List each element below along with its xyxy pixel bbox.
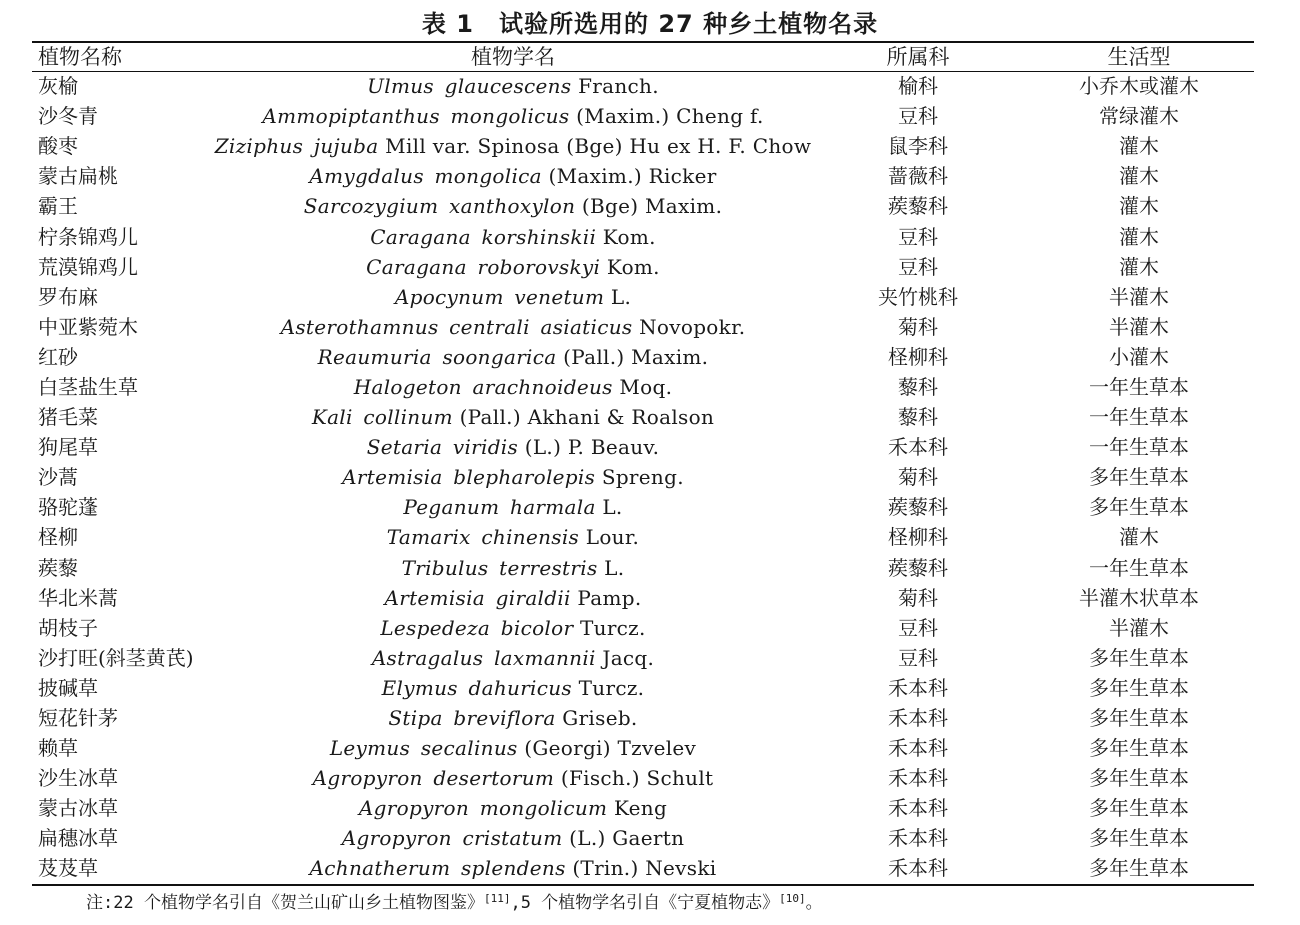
life-form-cell: 灌木	[1119, 194, 1159, 219]
table-row	[32, 221, 1260, 251]
life-form-cell: 半灌木状草本	[1079, 585, 1199, 610]
life-form-cell: 多年生草本	[1089, 495, 1189, 520]
table-row	[32, 643, 1260, 673]
scientific-name-italic: Ziziphus jujuba	[214, 134, 379, 159]
scientific-name-italic: Reaumuria soongarica	[317, 344, 557, 369]
family-cell: 豆科	[898, 615, 938, 640]
table-row	[32, 462, 1260, 492]
scientific-name-authority: Turcz.	[572, 675, 645, 700]
life-form-cell: 多年生草本	[1089, 645, 1189, 670]
scientific-name-italic: Caragana korshinskii	[370, 224, 597, 249]
scientific-name-authority: Franch.	[571, 74, 659, 99]
header-life-form: 生活型	[1107, 45, 1171, 69]
table-note	[86, 886, 823, 916]
table-row	[32, 101, 1260, 131]
scientific-name-authority: Lour.	[579, 525, 640, 550]
note-ref-1: [11]	[483, 892, 511, 905]
plant-name-cell: 蒙古冰草	[38, 796, 118, 821]
family-cell: 菊科	[898, 314, 938, 339]
plant-name-cell: 蒙古扁桃	[38, 164, 118, 189]
plant-name-cell: 披碱草	[38, 675, 98, 700]
family-cell: 蒺藜科	[888, 194, 948, 219]
plant-name-cell: 沙蒿	[38, 465, 78, 490]
plant-name-cell: 荒漠锦鸡儿	[38, 254, 138, 279]
life-form-cell: 多年生草本	[1089, 706, 1189, 731]
scientific-name-italic: Apocynum venetum	[394, 284, 605, 309]
scientific-name-italic: Artemisia giraldii	[384, 585, 571, 610]
table-row	[32, 402, 1260, 432]
table-row	[32, 282, 1260, 312]
scientific-name-italic: Agropyron cristatum	[341, 826, 563, 851]
life-form-cell: 多年生草本	[1089, 826, 1189, 851]
family-cell: 藜科	[898, 374, 938, 399]
table-row	[32, 553, 1260, 583]
plant-name-cell: 沙生冰草	[38, 766, 118, 791]
plant-name-cell: 狗尾草	[38, 435, 98, 460]
table-row	[32, 613, 1260, 643]
family-cell: 蒺藜科	[888, 555, 948, 580]
scientific-name-italic: Leymus secalinus	[329, 736, 518, 761]
plant-name-cell: 红砂	[38, 344, 78, 369]
scientific-name-authority: Jacq.	[595, 645, 655, 670]
plant-name-cell: 骆驼蓬	[38, 495, 98, 520]
family-cell: 柽柳科	[888, 344, 948, 369]
plant-name-cell: 蒺藜	[38, 555, 78, 580]
table-row	[32, 191, 1260, 221]
header-scientific-name: 植物学名	[471, 45, 555, 69]
family-cell: 柽柳科	[888, 525, 948, 550]
scientific-name-authority: (Fisch.) Schult	[554, 766, 714, 791]
life-form-cell: 灌木	[1119, 164, 1159, 189]
table-row	[32, 522, 1260, 552]
life-form-cell: 一年生草本	[1089, 374, 1189, 399]
scientific-name-authority: Mill var. Spinosa (Bge) Hu ex H. F. Chow	[378, 134, 812, 159]
family-cell: 夹竹桃科	[878, 284, 958, 309]
life-form-cell: 一年生草本	[1089, 555, 1189, 580]
table-row	[32, 733, 1260, 763]
plant-name-cell: 霸王	[38, 194, 78, 219]
plant-name-cell: 胡枝子	[38, 615, 98, 640]
family-cell: 蔷薇科	[888, 164, 948, 189]
family-cell: 禾本科	[888, 796, 948, 821]
life-form-cell: 一年生草本	[1089, 435, 1189, 460]
scientific-name-cell	[208, 853, 818, 883]
plant-name-cell: 灰榆	[38, 74, 78, 99]
scientific-name-authority: L.	[597, 555, 625, 580]
plant-name-cell: 扁穗冰草	[38, 826, 118, 851]
table-row	[32, 312, 1260, 342]
life-form-cell: 多年生草本	[1089, 465, 1189, 490]
header-family: 所属科	[886, 45, 950, 69]
scientific-name-cell	[208, 522, 818, 552]
plant-name-cell: 柠条锦鸡儿	[38, 224, 138, 249]
plant-name-cell: 赖草	[38, 736, 78, 761]
family-cell: 豆科	[898, 224, 938, 249]
plant-name-cell: 华北米蒿	[38, 585, 118, 610]
scientific-name-cell	[208, 71, 818, 101]
table-row	[32, 703, 1260, 733]
scientific-name-italic: Artemisia blepharolepis	[342, 465, 596, 490]
table-row	[32, 853, 1260, 883]
life-form-cell: 小乔木或灌木	[1079, 74, 1199, 99]
scientific-name-cell	[208, 733, 818, 763]
table-title: 表 1 试验所选用的 27 种乡土植物名录	[421, 10, 879, 38]
family-cell: 菊科	[898, 465, 938, 490]
family-cell: 榆科	[898, 74, 938, 99]
note-ref-2: [10]	[779, 892, 806, 905]
life-form-cell: 多年生草本	[1089, 766, 1189, 791]
family-cell: 禾本科	[888, 435, 948, 460]
table-row	[32, 131, 1260, 161]
life-form-cell: 一年生草本	[1089, 405, 1189, 430]
scientific-name-cell	[208, 252, 818, 282]
family-cell: 禾本科	[888, 675, 948, 700]
plant-name-cell: 短花针茅	[38, 706, 118, 731]
scientific-name-cell	[208, 432, 818, 462]
scientific-name-italic: Amygdalus mongolica	[309, 164, 542, 189]
table-row	[32, 823, 1260, 853]
plant-name-cell: 中亚紫菀木	[38, 314, 138, 339]
scientific-name-italic: Achnatherum splendens	[309, 856, 566, 881]
header-row	[32, 43, 1260, 71]
scientific-name-authority: (Trin.) Nevski	[565, 856, 717, 881]
scientific-name-italic: Setaria viridis	[366, 435, 519, 460]
note-text-1: 注:22 个植物学名引自《贺兰山矿山乡土植物图鉴》	[86, 893, 484, 913]
table-row	[32, 71, 1260, 101]
scientific-name-italic: Caragana roborovskyi	[366, 254, 601, 279]
life-form-cell: 多年生草本	[1089, 736, 1189, 761]
table-row	[32, 793, 1260, 823]
scientific-name-italic: Ammopiptanthus mongolicus	[262, 104, 570, 129]
plant-name-cell: 沙冬青	[38, 104, 98, 129]
plant-name-cell: 猪毛菜	[38, 405, 98, 430]
family-cell: 禾本科	[888, 706, 948, 731]
plant-name-cell: 柽柳	[38, 525, 78, 550]
life-form-cell: 灌木	[1119, 254, 1159, 279]
plant-name-cell: 芨芨草	[38, 856, 98, 881]
scientific-name-authority: Keng	[607, 796, 668, 821]
life-form-cell: 多年生草本	[1089, 675, 1189, 700]
family-cell: 蒺藜科	[888, 495, 948, 520]
scientific-name-cell	[208, 583, 818, 613]
scientific-name-italic: Ulmus glaucescens	[367, 74, 572, 99]
scientific-name-cell	[208, 613, 818, 643]
family-cell: 豆科	[898, 254, 938, 279]
scientific-name-authority: Spreng.	[595, 465, 684, 490]
life-form-cell: 半灌木	[1109, 314, 1169, 339]
family-cell: 鼠李科	[888, 134, 948, 159]
scientific-name-authority: (Bge) Maxim.	[575, 194, 723, 219]
life-form-cell: 多年生草本	[1089, 856, 1189, 881]
scientific-name-authority: (L.) P. Beauv.	[518, 435, 660, 460]
family-cell: 豆科	[898, 645, 938, 670]
scientific-name-italic: Astragalus laxmannii	[371, 645, 596, 670]
scientific-name-cell	[208, 492, 818, 522]
family-cell: 藜科	[898, 405, 938, 430]
scientific-name-cell	[208, 342, 818, 372]
scientific-name-cell	[208, 101, 818, 131]
scientific-name-italic: Lespedeza bicolor	[380, 615, 574, 640]
scientific-name-italic: Asterothamnus centrali asiaticus	[280, 314, 633, 339]
life-form-cell: 灌木	[1119, 525, 1159, 550]
family-cell: 禾本科	[888, 826, 948, 851]
scientific-name-authority: Kom.	[600, 254, 660, 279]
scientific-name-authority: Griseb.	[555, 706, 638, 731]
plant-name-cell: 罗布麻	[38, 284, 98, 309]
scientific-name-authority: (L.) Gaertn	[562, 826, 685, 851]
table-row	[32, 673, 1260, 703]
scientific-name-cell	[208, 673, 818, 703]
family-cell: 豆科	[898, 104, 938, 129]
scientific-name-authority: Pamp.	[570, 585, 642, 610]
table-row	[32, 583, 1260, 613]
scientific-name-authority: (Maxim.) Ricker	[541, 164, 717, 189]
scientific-name-cell	[208, 703, 818, 733]
scientific-name-cell	[208, 191, 818, 221]
life-form-cell: 半灌木	[1109, 284, 1169, 309]
scientific-name-italic: Sarcozygium xanthoxylon	[303, 194, 576, 219]
scientific-name-italic: Tribulus terrestris	[401, 555, 598, 580]
scientific-name-italic: Agropyron desertorum	[312, 766, 555, 791]
scientific-name-cell	[208, 312, 818, 342]
scientific-name-cell	[208, 823, 818, 853]
plant-table	[32, 43, 1260, 884]
scientific-name-authority: Turcz.	[573, 615, 646, 640]
life-form-cell: 小灌木	[1109, 344, 1169, 369]
scientific-name-italic: Agropyron mongolicum	[358, 796, 608, 821]
scientific-name-italic: Tamarix chinensis	[386, 525, 580, 550]
family-cell: 禾本科	[888, 766, 948, 791]
scientific-name-italic: Stipa breviflora	[388, 706, 556, 731]
scientific-name-cell	[208, 402, 818, 432]
family-cell: 禾本科	[888, 736, 948, 761]
plant-name-cell: 沙打旺(斜茎黄芪)	[38, 645, 194, 670]
family-cell: 菊科	[898, 585, 938, 610]
scientific-name-cell	[208, 763, 818, 793]
note-text-3: 。	[805, 893, 823, 913]
scientific-name-cell	[208, 553, 818, 583]
scientific-name-authority: (Maxim.) Cheng f.	[569, 104, 764, 129]
table-row	[32, 492, 1260, 522]
scientific-name-cell	[208, 282, 818, 312]
scientific-name-cell	[208, 793, 818, 823]
table-row	[32, 432, 1260, 462]
scientific-name-authority: Novopokr.	[632, 314, 746, 339]
scientific-name-cell	[208, 462, 818, 492]
scientific-name-authority: (Georgi) Tzvelev	[517, 736, 697, 761]
table-row	[32, 763, 1260, 793]
header-plant-name: 植物名称	[38, 45, 122, 69]
scientific-name-authority: (Pall.) Maxim.	[556, 344, 709, 369]
scientific-name-italic: Kali collinum	[311, 405, 453, 430]
scientific-name-italic: Peganum harmala	[403, 495, 596, 520]
family-cell: 禾本科	[888, 856, 948, 881]
plant-name-cell: 白茎盐生草	[38, 374, 138, 399]
scientific-name-cell	[208, 643, 818, 673]
life-form-cell: 半灌木	[1109, 615, 1169, 640]
scientific-name-cell	[208, 131, 818, 161]
scientific-name-authority: L.	[604, 284, 632, 309]
note-text-2: ,5 个植物学名引自《宁夏植物志》	[510, 893, 780, 913]
plant-name-cell: 酸枣	[38, 134, 78, 159]
table-body	[32, 71, 1260, 884]
scientific-name-authority: Moq.	[612, 374, 673, 399]
scientific-name-cell	[208, 372, 818, 402]
table-row	[32, 161, 1260, 191]
scientific-name-authority: L.	[595, 495, 623, 520]
scientific-name-cell	[208, 221, 818, 251]
life-form-cell: 灌木	[1119, 134, 1159, 159]
scientific-name-italic: Elymus dahuricus	[381, 675, 572, 700]
life-form-cell: 多年生草本	[1089, 796, 1189, 821]
table-row	[32, 342, 1260, 372]
scientific-name-cell	[208, 161, 818, 191]
table-row	[32, 252, 1260, 282]
life-form-cell: 灌木	[1119, 224, 1159, 249]
table-row	[32, 372, 1260, 402]
scientific-name-italic: Halogeton arachnoideus	[353, 374, 613, 399]
life-form-cell: 常绿灌木	[1099, 104, 1179, 129]
scientific-name-authority: (Pall.) Akhani & Roalson	[452, 405, 715, 430]
scientific-name-authority: Kom.	[596, 224, 656, 249]
